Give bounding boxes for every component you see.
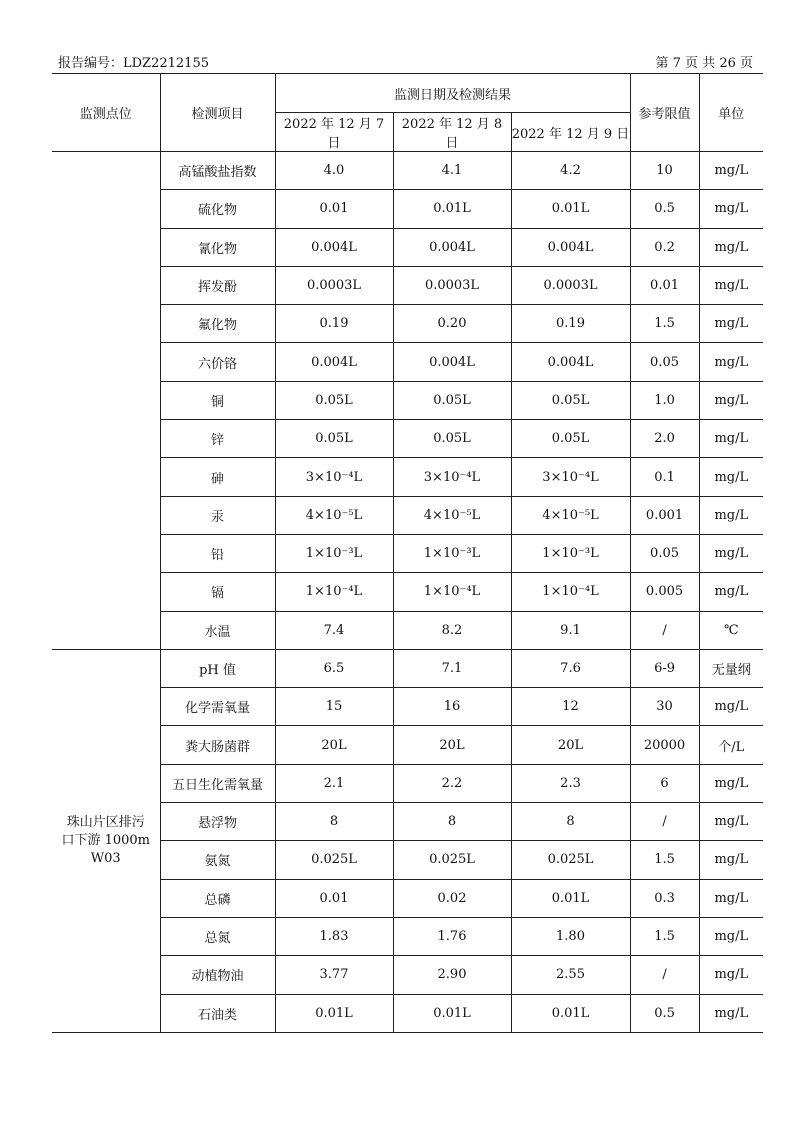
value-day1: 0.01 [275, 879, 393, 917]
value-day2: 1×10⁻³L [393, 534, 511, 572]
test-item: 总氮 [160, 917, 275, 955]
unit: mg/L [699, 305, 763, 343]
unit: 无量纲 [699, 649, 763, 687]
test-item: 砷 [160, 458, 275, 496]
reference-limit: 1.0 [630, 381, 699, 419]
value-day3: 0.19 [511, 305, 630, 343]
value-day3: 2.3 [511, 764, 630, 802]
value-day2: 2.2 [393, 764, 511, 802]
reference-limit: 0.005 [630, 573, 699, 611]
table-body [52, 152, 763, 1033]
value-day1: 0.004L [275, 343, 393, 381]
value-day3: 1×10⁻⁴L [511, 573, 630, 611]
test-item: 氰化物 [160, 228, 275, 266]
value-day3: 0.05L [511, 381, 630, 419]
monitoring-results-table [52, 73, 763, 1033]
unit: mg/L [699, 803, 763, 841]
test-item: 挥发酚 [160, 266, 275, 304]
unit: mg/L [699, 688, 763, 726]
value-day2: 20L [393, 726, 511, 764]
unit: mg/L [699, 956, 763, 994]
value-day2: 0.05L [393, 381, 511, 419]
unit: mg/L [699, 458, 763, 496]
value-day1: 0.01 [275, 190, 393, 228]
value-day3: 0.0003L [511, 266, 630, 304]
test-item: 汞 [160, 496, 275, 534]
unit: mg/L [699, 381, 763, 419]
reference-limit: / [630, 956, 699, 994]
value-day1: 3.77 [275, 956, 393, 994]
unit: mg/L [699, 190, 763, 228]
value-day1: 0.0003L [275, 266, 393, 304]
header-monitoring-point: 监测点位 [52, 74, 160, 152]
value-day3: 0.01L [511, 879, 630, 917]
value-day3: 3×10⁻⁴L [511, 458, 630, 496]
test-item: 铜 [160, 381, 275, 419]
value-day1: 0.01L [275, 994, 393, 1032]
test-item: 化学需氧量 [160, 688, 275, 726]
value-day2: 0.01L [393, 190, 511, 228]
reference-limit: 0.05 [630, 343, 699, 381]
reference-limit: 6-9 [630, 649, 699, 687]
unit: mg/L [699, 420, 763, 458]
value-day3: 1×10⁻³L [511, 534, 630, 572]
value-day3: 8 [511, 803, 630, 841]
test-item: 六价铬 [160, 343, 275, 381]
unit: mg/L [699, 994, 763, 1032]
reference-limit: 30 [630, 688, 699, 726]
header-unit: 单位 [699, 74, 763, 152]
unit: mg/L [699, 228, 763, 266]
header-test-item: 检测项目 [160, 74, 275, 152]
test-item: 高锰酸盐指数 [160, 152, 275, 190]
value-day1: 0.19 [275, 305, 393, 343]
reference-limit: / [630, 803, 699, 841]
report-number: 报告编号：LDZ2212155 [58, 56, 209, 71]
reference-limit: 10 [630, 152, 699, 190]
value-day2: 3×10⁻⁴L [393, 458, 511, 496]
value-day1: 1×10⁻³L [275, 534, 393, 572]
value-day2: 0.025L [393, 841, 511, 879]
value-day2: 0.004L [393, 228, 511, 266]
value-day3: 0.05L [511, 420, 630, 458]
monitoring-point-cell [52, 649, 160, 1032]
value-day1: 8 [275, 803, 393, 841]
reference-limit: 0.2 [630, 228, 699, 266]
value-day3: 0.025L [511, 841, 630, 879]
reference-limit: 1.5 [630, 305, 699, 343]
reference-limit: / [630, 611, 699, 649]
reference-limit: 0.001 [630, 496, 699, 534]
value-day2: 7.1 [393, 649, 511, 687]
reference-limit: 0.3 [630, 879, 699, 917]
value-day2: 0.0003L [393, 266, 511, 304]
value-day3: 1.80 [511, 917, 630, 955]
value-day2: 4×10⁻⁵L [393, 496, 511, 534]
value-day1: 0.025L [275, 841, 393, 879]
test-item: 总磷 [160, 879, 275, 917]
value-day1: 0.004L [275, 228, 393, 266]
test-item: 水温 [160, 611, 275, 649]
value-day2: 1×10⁻⁴L [393, 573, 511, 611]
table-header [52, 74, 763, 152]
value-day2: 8 [393, 803, 511, 841]
unit: mg/L [699, 266, 763, 304]
value-day1: 7.4 [275, 611, 393, 649]
test-item: 硫化物 [160, 190, 275, 228]
reference-limit: 20000 [630, 726, 699, 764]
value-day3: 7.6 [511, 649, 630, 687]
table-row [52, 152, 763, 190]
reference-limit: 0.01 [630, 266, 699, 304]
monitoring-point-cell [52, 152, 160, 650]
test-item: 石油类 [160, 994, 275, 1032]
value-day3: 4.2 [511, 152, 630, 190]
value-day1: 15 [275, 688, 393, 726]
value-day3: 0.004L [511, 228, 630, 266]
value-day1: 20L [275, 726, 393, 764]
test-item: 粪大肠菌群 [160, 726, 275, 764]
reference-limit: 0.5 [630, 190, 699, 228]
reference-limit: 1.5 [630, 841, 699, 879]
value-day1: 1.83 [275, 917, 393, 955]
reference-limit: 0.1 [630, 458, 699, 496]
header-date-2: 2022 年 12 月 8 日 [393, 113, 511, 152]
value-day1: 0.05L [275, 381, 393, 419]
monitoring-point-line: 口下游 1000m [61, 832, 151, 848]
unit: mg/L [699, 343, 763, 381]
unit: ℃ [699, 611, 763, 649]
value-day2: 0.01L [393, 994, 511, 1032]
value-day1: 6.5 [275, 649, 393, 687]
test-item: 悬浮物 [160, 803, 275, 841]
reference-limit: 2.0 [630, 420, 699, 458]
value-day1: 2.1 [275, 764, 393, 802]
value-day1: 4.0 [275, 152, 393, 190]
value-day3: 20L [511, 726, 630, 764]
value-day1: 0.05L [275, 420, 393, 458]
test-item: 五日生化需氧量 [160, 764, 275, 802]
value-day2: 0.02 [393, 879, 511, 917]
unit: 个/L [699, 726, 763, 764]
unit: mg/L [699, 534, 763, 572]
unit: mg/L [699, 841, 763, 879]
page-indicator: 第 7 页 共 26 页 [655, 56, 753, 71]
unit: mg/L [699, 917, 763, 955]
header-date-3: 2022 年 12 月 9 日 [511, 113, 630, 152]
test-item: 氨氮 [160, 841, 275, 879]
value-day2: 16 [393, 688, 511, 726]
value-day2: 2.90 [393, 956, 511, 994]
value-day2: 0.004L [393, 343, 511, 381]
value-day2: 0.05L [393, 420, 511, 458]
unit: mg/L [699, 764, 763, 802]
value-day1: 4×10⁻⁵L [275, 496, 393, 534]
monitoring-point-line: W03 [90, 850, 121, 866]
value-day2: 4.1 [393, 152, 511, 190]
header-date-results: 监测日期及检测结果 [275, 74, 630, 113]
test-item: 动植物油 [160, 956, 275, 994]
value-day3: 4×10⁻⁵L [511, 496, 630, 534]
monitoring-point-line: 珠山片区排污 [66, 814, 145, 830]
test-item: 镉 [160, 573, 275, 611]
value-day3: 0.004L [511, 343, 630, 381]
value-day2: 8.2 [393, 611, 511, 649]
value-day1: 3×10⁻⁴L [275, 458, 393, 496]
reference-limit: 1.5 [630, 917, 699, 955]
value-day2: 1.76 [393, 917, 511, 955]
unit: mg/L [699, 496, 763, 534]
value-day1: 1×10⁻⁴L [275, 573, 393, 611]
test-item: 铅 [160, 534, 275, 572]
header-date-1: 2022 年 12 月 7 日 [275, 113, 393, 152]
value-day3: 0.01L [511, 190, 630, 228]
reference-limit: 0.5 [630, 994, 699, 1032]
reference-limit: 6 [630, 764, 699, 802]
test-item: pH 值 [160, 649, 275, 687]
unit: mg/L [699, 152, 763, 190]
unit: mg/L [699, 879, 763, 917]
header-reference-limit: 参考限值 [630, 74, 699, 152]
unit: mg/L [699, 573, 763, 611]
value-day3: 2.55 [511, 956, 630, 994]
value-day3: 9.1 [511, 611, 630, 649]
value-day3: 0.01L [511, 994, 630, 1032]
test-item: 锌 [160, 420, 275, 458]
table-row [52, 649, 763, 687]
value-day2: 0.20 [393, 305, 511, 343]
test-item: 氟化物 [160, 305, 275, 343]
value-day3: 12 [511, 688, 630, 726]
reference-limit: 0.05 [630, 534, 699, 572]
